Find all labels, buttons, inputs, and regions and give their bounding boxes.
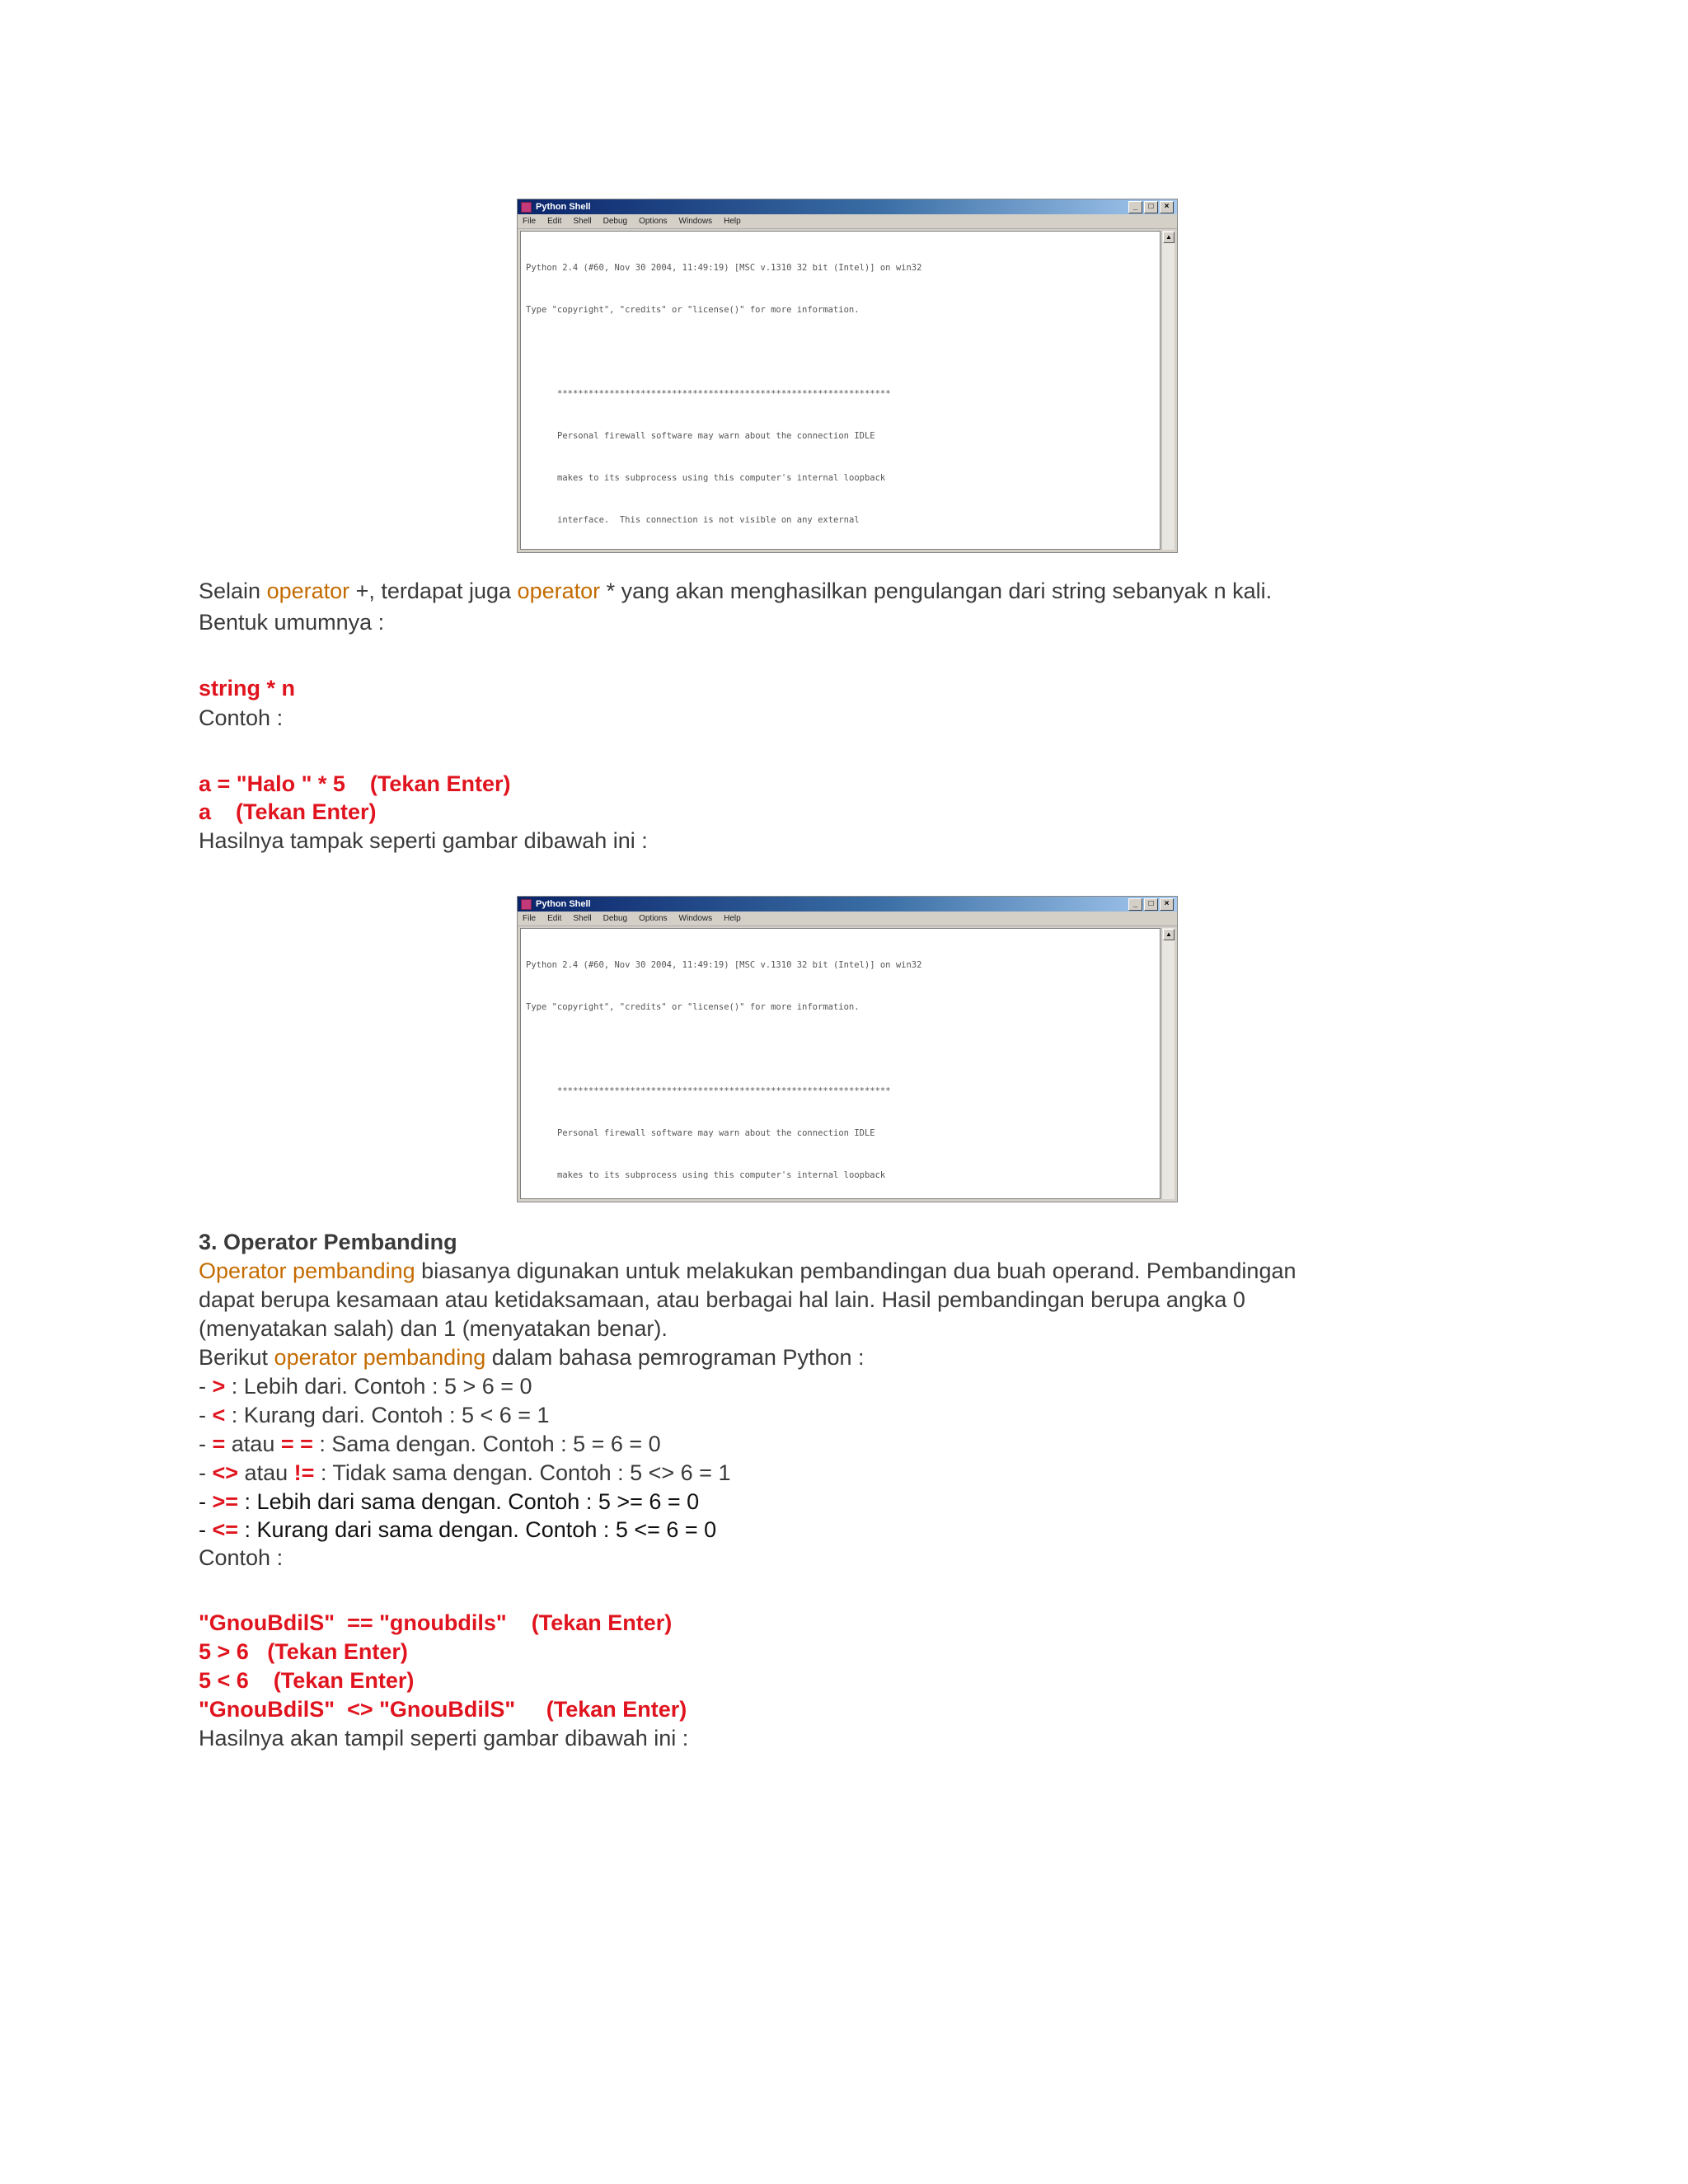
menu-windows: Windows — [678, 217, 713, 226]
operator-symbol: < — [212, 1403, 226, 1427]
menu-bar — [518, 912, 1177, 926]
notice-line: Personal firewall software may warn about the connection IDLE — [557, 431, 875, 441]
result-caption: Hasilnya tampak seperti gambar dibawah ini : — [199, 828, 648, 853]
operator-description: : Kurang dari sama dengan. Contoh : 5 <= 6 = 0 — [238, 1517, 717, 1542]
menu-help: Help — [724, 217, 741, 226]
window-title: Python Shell — [536, 202, 591, 212]
code-example-line: "GnouBdilS" <> "GnouBdilS" (Tekan Enter) — [199, 1697, 687, 1722]
paragraph-line: (menyatakan salah) dan 1 (menyatakan benar). — [199, 1316, 668, 1341]
menu-file: File — [523, 914, 537, 923]
banner-line: Type "copyright", "credits" or "license()" for more information. — [526, 305, 860, 315]
minimize-icon: _ — [1128, 201, 1142, 213]
python-shell-screenshot-1 — [517, 199, 1178, 553]
notice-line: **************************************************************** — [557, 1086, 891, 1096]
notice-line: Personal firewall software may warn about the connection IDLE — [557, 1128, 875, 1138]
bullet-dash: - — [199, 1460, 213, 1485]
menu-debug: Debug — [603, 914, 628, 923]
window-titlebar — [518, 199, 1177, 214]
operator-pembanding-link: Operator pembanding — [199, 1258, 415, 1283]
syntax-example: string * n — [199, 676, 296, 701]
paragraph-line — [199, 1257, 1296, 1286]
text: Selain — [199, 579, 267, 603]
operator-symbol: <> — [212, 1460, 239, 1485]
minimize-icon: _ — [1128, 898, 1142, 911]
shell-output-area — [520, 928, 1160, 1199]
result-caption: Hasilnya akan tampil seperti gambar dibawah ini : — [199, 1726, 689, 1750]
paragraph-line: Bentuk umumnya : — [199, 610, 385, 635]
paragraph-line: dapat berupa kesamaan atau ketidaksamaan, atau berbagai hal lain. Hasil pembandingan berupa angka 0 — [199, 1287, 1245, 1312]
operator-link: operator — [266, 579, 350, 603]
operator-list-item — [199, 1488, 699, 1516]
banner-line: Type "copyright", "credits" or "license()" for more information. — [526, 1002, 860, 1012]
menu-help: Help — [724, 914, 741, 923]
banner-line: Python 2.4 (#60, Nov 30 2004, 11:49:19) [MSC v.1310 32 bit (Intel)] on win32 — [526, 263, 922, 273]
operator-symbol: = — [212, 1432, 226, 1456]
operator-symbol: > — [212, 1374, 226, 1399]
operator-list-item — [199, 1430, 661, 1459]
text: +, terdapat juga — [349, 579, 518, 603]
operator-description: : Lebih dari sama dengan. Contoh : 5 >= 6 = 0 — [238, 1489, 700, 1514]
vertical-scrollbar — [1161, 928, 1175, 1199]
menu-edit: Edit — [547, 217, 562, 226]
code-example-line: 5 < 6 (Tekan Enter) — [199, 1668, 415, 1693]
scroll-up-icon: ▲ — [1163, 929, 1175, 940]
menu-windows: Windows — [678, 914, 713, 923]
operator-link: operator — [517, 579, 601, 603]
maximize-icon: □ — [1144, 898, 1158, 911]
bullet-dash: - — [199, 1489, 213, 1514]
section-heading: 3. Operator Pembanding — [199, 1230, 457, 1254]
text: atau — [225, 1432, 281, 1456]
menu-debug: Debug — [603, 217, 628, 226]
operator-description: : Lebih dari. Contoh : 5 > 6 = 0 — [225, 1374, 532, 1399]
contoh-label: Contoh : — [199, 705, 284, 730]
contoh-label: Contoh : — [199, 1545, 284, 1570]
maximize-icon: □ — [1144, 201, 1158, 213]
operator-list-item — [199, 1372, 532, 1401]
bullet-dash: - — [199, 1517, 213, 1542]
idle-app-icon — [521, 202, 532, 213]
python-shell-screenshot-2 — [517, 896, 1178, 1202]
notice-line: interface. This connection is not visible on any external — [557, 515, 860, 525]
operator-symbol: >= — [212, 1489, 239, 1514]
menu-options: Options — [639, 914, 668, 923]
close-icon: × — [1160, 201, 1174, 213]
banner-line: Python 2.4 (#60, Nov 30 2004, 11:49:19) [MSC v.1310 32 bit (Intel)] on win32 — [526, 960, 922, 970]
menu-bar — [518, 214, 1177, 229]
menu-edit: Edit — [547, 914, 562, 923]
operator-list-item — [199, 1401, 550, 1430]
text: dalam bahasa pemrograman Python : — [485, 1345, 865, 1370]
operator-pembanding-link: operator pembanding — [274, 1345, 486, 1370]
paragraph-line — [199, 1343, 865, 1372]
operator-list-item — [199, 1516, 716, 1544]
text: atau — [238, 1460, 294, 1485]
paragraph-operator-repeat — [199, 577, 1272, 606]
text: * yang akan menghasilkan pengulangan dari string sebanyak n kali. — [600, 579, 1273, 603]
operator-symbol: = = — [280, 1432, 313, 1456]
bullet-dash: - — [199, 1403, 213, 1427]
code-example-line: 5 > 6 (Tekan Enter) — [199, 1639, 408, 1664]
text: Berikut — [199, 1345, 274, 1370]
idle-app-icon — [521, 899, 532, 910]
operator-symbol: != — [293, 1460, 315, 1485]
bullet-dash: - — [199, 1432, 213, 1456]
notice-line: **************************************************************** — [557, 389, 891, 399]
menu-shell: Shell — [573, 914, 592, 923]
shell-output-area — [520, 231, 1160, 550]
operator-description: : Kurang dari. Contoh : 5 < 6 = 1 — [225, 1403, 550, 1427]
window-title: Python Shell — [536, 899, 591, 909]
code-example-line: a (Tekan Enter) — [199, 799, 377, 824]
text: biasanya digunakan untuk melakukan pembandingan dua buah operand. Pembandingan — [415, 1258, 1296, 1283]
operator-description: : Sama dengan. Contoh : 5 = 6 = 0 — [312, 1432, 661, 1456]
code-example-line: a = "Halo " * 5 (Tekan Enter) — [199, 771, 511, 796]
bullet-dash: - — [199, 1374, 213, 1399]
notice-line: makes to its subprocess using this computer's internal loopback — [557, 473, 886, 483]
scroll-up-icon: ▲ — [1163, 232, 1175, 243]
operator-description: : Tidak sama dengan. Contoh : 5 <> 6 = 1 — [314, 1460, 731, 1485]
menu-options: Options — [639, 217, 668, 226]
operator-symbol: <= — [212, 1517, 239, 1542]
notice-line: makes to its subprocess using this computer's internal loopback — [557, 1170, 886, 1180]
vertical-scrollbar — [1161, 231, 1175, 550]
window-titlebar — [518, 897, 1177, 912]
operator-list-item — [199, 1459, 730, 1488]
menu-file: File — [523, 217, 537, 226]
menu-shell: Shell — [573, 217, 592, 226]
close-icon: × — [1160, 898, 1174, 911]
code-example-line: "GnouBdilS" == "gnoubdils" (Tekan Enter) — [199, 1610, 673, 1635]
